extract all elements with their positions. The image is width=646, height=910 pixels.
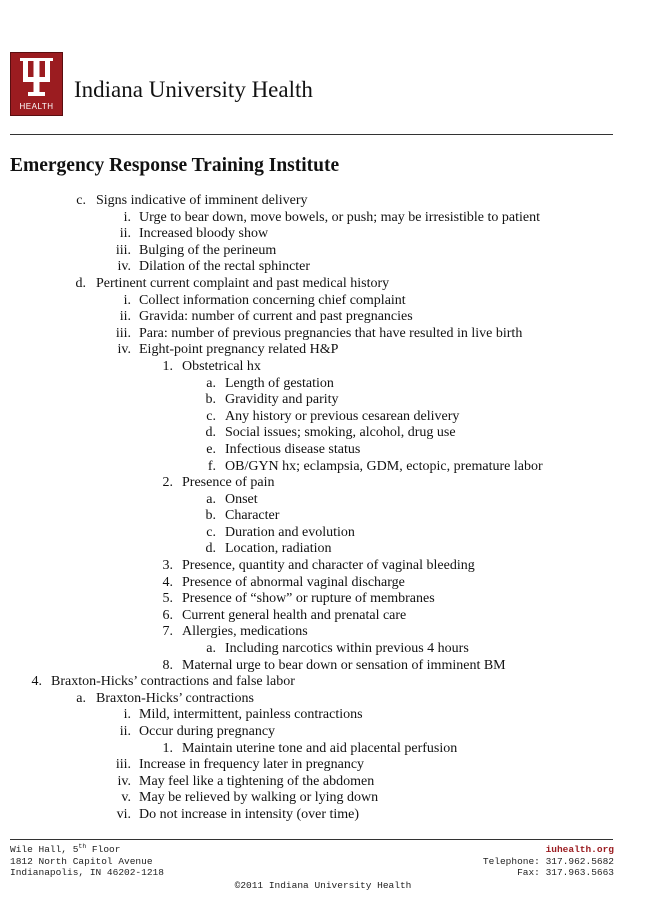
outline-item (0, 641, 646, 658)
outline-marker: 4. (31, 674, 42, 690)
outline-marker: 5. (162, 591, 173, 607)
outline-marker: ii. (119, 226, 131, 242)
outline-text: Presence, quantity and character of vaginal bleeding (182, 558, 475, 574)
outline-marker: c. (206, 408, 216, 424)
outline-marker: d. (205, 541, 216, 557)
outline-text: Maintain uterine tone and aid placental perfusion (182, 740, 458, 756)
outline-item (0, 691, 646, 708)
outline-text: Gravida: number of current and past pregnancies (139, 309, 413, 325)
outline-item (0, 790, 646, 807)
outline-text: Length of gestation (225, 375, 334, 391)
outline-text: Gravidity and parity (225, 392, 339, 408)
outline-marker: ii. (119, 724, 131, 739)
outline-item (0, 293, 646, 310)
outline-marker: iv. (117, 259, 131, 275)
outline-marker: vi. (116, 806, 131, 822)
outline-text: Social issues; smoking, alcohol, drug use (225, 425, 456, 441)
outline-item (0, 376, 646, 393)
outline-item (0, 757, 646, 774)
outline-marker: i. (123, 292, 131, 308)
outline-item (0, 807, 646, 824)
outline-marker: 4. (162, 574, 173, 590)
outline-text: Dilation of the rectal sphincter (139, 259, 311, 275)
outline-marker: 6. (162, 607, 173, 623)
outline-text: Para: number of previous pregnancies that have resulted in live birth (139, 325, 523, 341)
outline-text: Signs indicative of imminent delivery (96, 193, 308, 208)
outline-item (0, 508, 646, 525)
outline-item (0, 608, 646, 625)
outline-marker: e. (206, 441, 216, 457)
outline-text: Braxton-Hicks’ contractions (96, 690, 254, 706)
outline-marker: c. (206, 524, 216, 540)
outline-text: Braxton-Hicks’ contractions and false labor (51, 674, 295, 690)
header-divider (10, 134, 613, 135)
outline-item (0, 359, 646, 376)
footer-divider (10, 839, 613, 840)
outline-item (0, 309, 646, 326)
iu-health-logo (10, 52, 63, 116)
address-line-2: 1812 North Capitol Avenue (10, 855, 153, 867)
outline-text: OB/GYN hx; eclampsia, GDM, ectopic, premature labor (225, 458, 543, 474)
trident-icon (11, 53, 62, 101)
outline-text: May be relieved by walking or lying down (139, 790, 379, 806)
outline-text: Occur during pregnancy (139, 724, 276, 739)
outline-item (0, 392, 646, 409)
outline-marker: b. (205, 508, 216, 524)
fax: Fax: 317.963.5663 (517, 867, 614, 878)
outline-item (0, 707, 646, 724)
outline-item (0, 425, 646, 442)
outline-item (0, 658, 646, 675)
outline-marker: 3. (162, 558, 173, 574)
outline-item (0, 558, 646, 575)
outline-marker: d. (205, 425, 216, 441)
outline-text: Location, radiation (225, 541, 332, 557)
outline-marker: iii. (115, 242, 131, 258)
outline-text: Current general health and prenatal care (182, 607, 407, 623)
outline-text: Any history or previous cesarean delivery (225, 408, 460, 424)
outline-marker: ii. (119, 309, 131, 325)
outline-item (0, 674, 646, 691)
outline-text: Presence of “show” or rupture of membranes (182, 591, 435, 607)
outline-text: Maternal urge to bear down or sensation of imminent BM (182, 657, 506, 673)
outline-item (0, 492, 646, 509)
outline-text: Allergies, medications (182, 624, 308, 640)
outline-marker: iii. (115, 757, 131, 773)
outline-text: Urge to bear down, move bowels, or push; may be irresistible to patient (139, 209, 540, 225)
outline-item (0, 541, 646, 558)
outline-marker: iv. (117, 342, 131, 358)
footer-contact (483, 844, 614, 879)
outline-text: Duration and evolution (225, 524, 355, 540)
outline-item (0, 624, 646, 641)
outline-item (0, 774, 646, 791)
outline-marker: d. (75, 275, 86, 291)
outline-item (0, 326, 646, 343)
outline-text: Including narcotics within previous 4 hours (225, 641, 469, 657)
outline-text: Do not increase in intensity (over time) (139, 806, 360, 822)
organization-name: Indiana University Health (74, 77, 313, 102)
logo-health-text: HEALTH (19, 102, 54, 111)
outline-marker: a. (206, 641, 216, 657)
outline-text: Increase in frequency later in pregnancy (139, 757, 365, 773)
outline-text: Mild, intermittent, painless contractions (139, 707, 363, 723)
outline-text: Increased bloody show (139, 226, 269, 242)
outline-marker: a. (206, 375, 216, 391)
outline-marker: 1. (162, 740, 173, 756)
outline-item (0, 475, 646, 492)
outline-item (0, 724, 646, 741)
outline-item (0, 741, 646, 758)
outline-marker: b. (205, 392, 216, 408)
footer-address (10, 844, 164, 879)
page-title: Emergency Response Training Institute (10, 155, 340, 176)
outline-marker: f. (207, 458, 216, 474)
outline-marker: 2. (162, 475, 173, 491)
outline-text: Eight-point pregnancy related H&P (139, 342, 339, 358)
outline-marker: iii. (115, 325, 131, 341)
outline-item (0, 575, 646, 592)
outline-marker: v. (121, 790, 131, 806)
outline-text: Presence of abnormal vaginal discharge (182, 574, 405, 590)
outline-marker: a. (206, 491, 216, 507)
outline-item (0, 243, 646, 260)
telephone: Telephone: 317.962.5682 (482, 855, 614, 867)
outline-marker: 8. (162, 657, 173, 673)
outline-text: Presence of pain (182, 475, 275, 491)
outline-item (0, 276, 646, 293)
copyright: ©2011 Indiana University Health (234, 880, 412, 891)
outline-item (0, 591, 646, 608)
outline-marker: iv. (117, 773, 131, 789)
outline-marker: 1. (162, 358, 173, 374)
website-link[interactable]: iuhealth.org (545, 844, 614, 855)
outline-text: Pertinent current complaint and past medical history (96, 275, 390, 291)
outline-item (0, 226, 646, 243)
outline-item (0, 342, 646, 359)
outline-item (0, 193, 646, 210)
outline-marker: a. (76, 690, 86, 706)
outline-marker: i. (123, 209, 131, 225)
address-line-1: Wile Hall, 5th Floor (10, 842, 121, 855)
outline-marker: c. (76, 193, 86, 208)
outline-item (0, 525, 646, 542)
outline-text: Onset (225, 491, 258, 507)
address-line-3: Indianapolis, IN 46202-1218 (10, 867, 164, 878)
outline-text: Collect information concerning chief complaint (139, 292, 406, 308)
outline-item (0, 409, 646, 426)
outline-item (0, 442, 646, 459)
outline-text: Character (225, 508, 280, 524)
outline-text: Obstetrical hx (182, 358, 261, 374)
outline-item (0, 259, 646, 276)
outline-text: Bulging of the perineum (139, 242, 277, 258)
outline-item (0, 459, 646, 476)
outline-marker: 7. (162, 624, 173, 640)
outline-text: May feel like a tightening of the abdomen (139, 773, 375, 789)
outline-text: Infectious disease status (225, 441, 361, 457)
outline-list (0, 193, 646, 824)
outline-marker: i. (123, 707, 131, 723)
outline-item (0, 210, 646, 227)
